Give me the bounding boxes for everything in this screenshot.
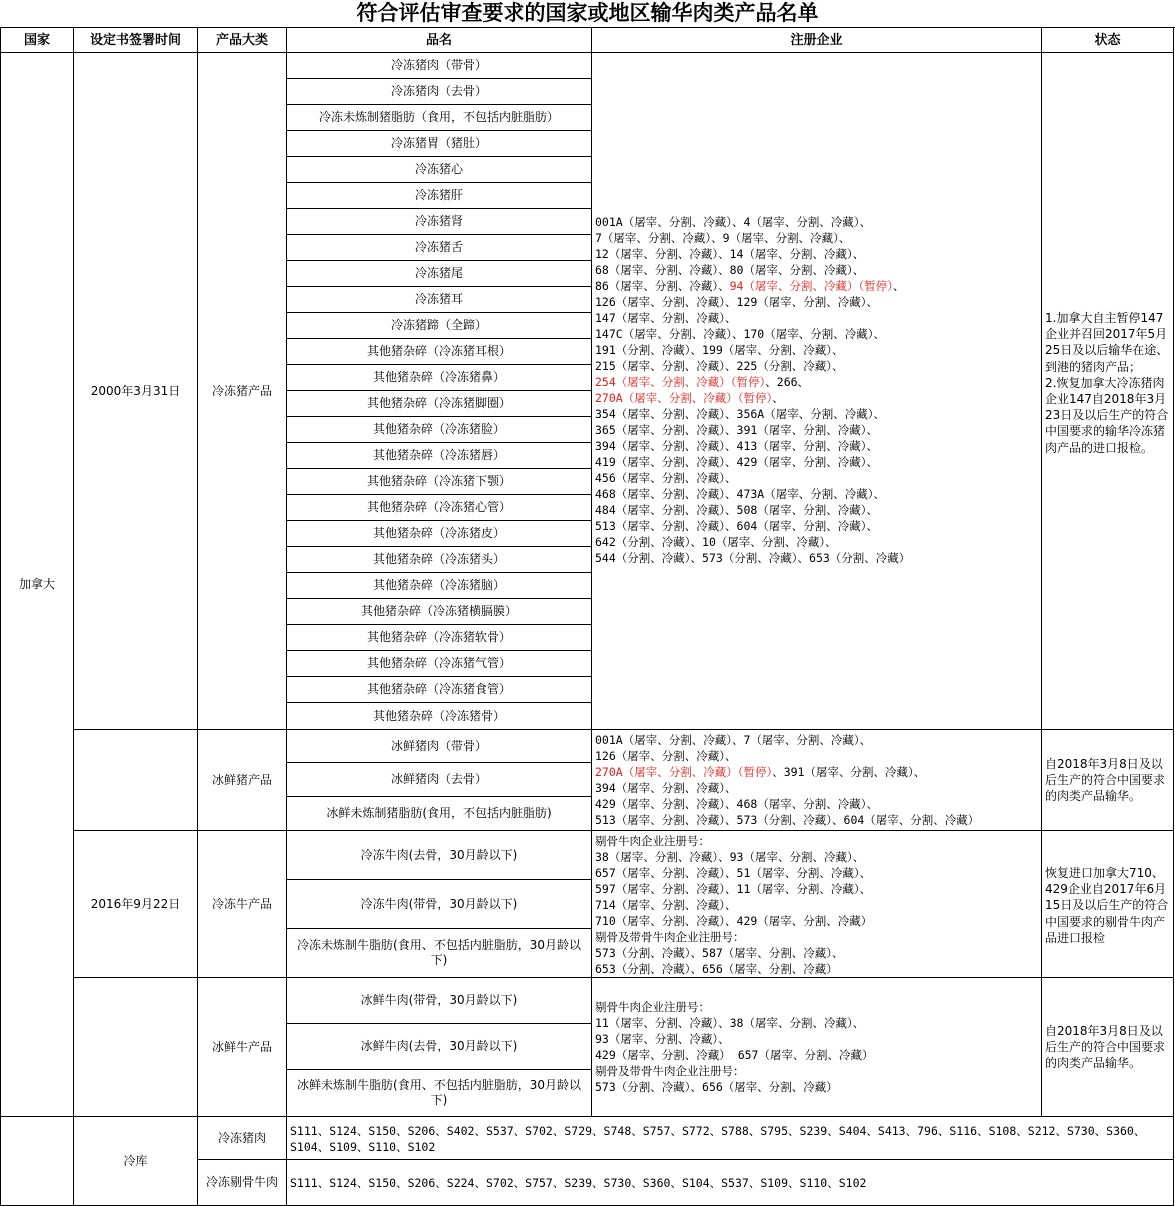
- enterprise-text: 657（屠宰、分割、冷藏）、51（屠宰、分割、冷藏）、: [595, 866, 872, 880]
- product-cell: 其他猪杂碎（冷冻猪横膈膜）: [287, 599, 592, 625]
- enterprise-text: 419（屠宰、分割、冷藏）、429（屠宰、分割、冷藏）、: [595, 455, 879, 469]
- product-cell: 冷冻未炼制牛脂肪(食用、不包括内脏脂肪，30月龄以下): [287, 929, 592, 978]
- enterprise-text: 513（屠宰、分割、冷藏）、573（分割、冷藏）、604（屠宰、分割、冷藏）: [595, 813, 980, 827]
- product-cell: 冷冻猪肝: [287, 183, 592, 209]
- enterprise-list-chilled-beef: [595, 999, 873, 1095]
- product-cell: 其他猪杂碎（冷冻猪骨）: [287, 703, 592, 730]
- product-cell: 冷冻猪心: [287, 157, 592, 183]
- enterprise-line: [595, 534, 910, 550]
- enterprise-line: [595, 294, 910, 310]
- product-cell: 冰鲜未炼制牛脂肪(食用、不包括内脏脂肪，30月龄以下): [287, 1070, 592, 1117]
- enterprise-text: 394（屠宰、分割、冷藏）、413（屠宰、分割、冷藏）、: [595, 439, 879, 453]
- enterprise-line: [595, 812, 979, 828]
- enterprise-text: 7（屠宰、分割、冷藏）、9（屠宰、分割、冷藏）、: [595, 231, 851, 245]
- enterprise-text: 710（屠宰、分割、冷藏）、429（屠宰、分割、冷藏）: [595, 914, 873, 928]
- status-chilled-pork: 自2018年3月8日及以后生产的符合中国要求的肉类产品输华。: [1045, 757, 1166, 804]
- product-cell: 冷冻牛肉(带骨，30月龄以下): [287, 880, 592, 929]
- enterprise-line: [595, 326, 910, 342]
- page-title: 符合评估审查要求的国家或地区输华肉类产品名单: [356, 1, 819, 25]
- product-cell: 冰鲜牛肉(去骨，30月龄以下): [287, 1024, 592, 1070]
- enterprise-list-frozen-beef: [595, 833, 872, 977]
- cold-storage-category: 冷冻猪肉: [198, 1117, 287, 1160]
- header-country: 国家: [1, 28, 74, 53]
- enterprise-line: [595, 550, 910, 566]
- enterprise-line: [595, 390, 910, 406]
- enterprise-line: [595, 897, 872, 913]
- product-cell: 其他猪杂碎（冷冻猪气管）: [287, 651, 592, 677]
- enterprise-text: 、266、: [765, 375, 810, 389]
- enterprise-line: [595, 796, 979, 812]
- product-cell: 其他猪杂碎（冷冻猪皮）: [287, 521, 592, 547]
- product-cell: 冷冻猪蹄（全蹄）: [287, 313, 592, 339]
- header-status: 状态: [1042, 28, 1174, 53]
- enterprise-text: 剔骨牛肉企业注册号：: [595, 1000, 710, 1014]
- enterprise-line: [595, 518, 910, 534]
- enterprise-text: 394（屠宰、分割、冷藏）、: [595, 781, 737, 795]
- cold-storage-list: S111、S124、S150、S206、S402、S537、S702、S729、S748、S757、S772、S788、S795、S239、S404、S413、796、S116、S108、S212、S730、S360、S104、S109、S110、S102: [290, 1124, 1146, 1154]
- product-cell: 其他猪杂碎（冷冻猪鼻）: [287, 365, 592, 391]
- enterprise-line: [595, 1063, 873, 1079]
- enterprise-text: 191（分割、冷藏）、199（屠宰、分割、冷藏）、: [595, 343, 844, 357]
- category-frozen-beef: 冷冻牛产品: [198, 831, 287, 978]
- enterprise-text: 68（屠宰、分割、冷藏）、80（屠宰、分割、冷藏）、: [595, 263, 865, 277]
- product-cell: 冷冻未炼制猪脂肪（食用，不包括内脏脂肪）: [287, 105, 592, 131]
- enterprise-line: [595, 438, 910, 454]
- enterprise-text: 126（屠宰、分割、冷藏）、: [595, 749, 737, 763]
- enterprise-text: 468（屠宰、分割、冷藏）、473A（屠宰、分割、冷藏）、: [595, 487, 885, 501]
- enterprise-line: [595, 1047, 873, 1063]
- enterprise-line: [595, 230, 910, 246]
- enterprise-text: 11（屠宰、分割、冷藏）、38（屠宰、分割、冷藏）、: [595, 1016, 865, 1030]
- header-date: 设定书签署时间: [74, 28, 198, 53]
- enterprise-text: 剔骨及带骨牛肉企业注册号：: [595, 1064, 745, 1078]
- enterprise-line: [595, 961, 872, 977]
- product-cell: 冰鲜猪肉（带骨）: [287, 730, 592, 763]
- category-chilled-pork: 冰鲜猪产品: [198, 730, 287, 831]
- header-enterprise: 注册企业: [592, 28, 1042, 53]
- enterprise-text: 、: [772, 391, 784, 405]
- enterprise-text: 、391（屠宰、分割、冷藏）、: [772, 765, 926, 779]
- enterprise-line: [595, 732, 979, 748]
- product-cell: 其他猪杂碎（冷冻猪食管）: [287, 677, 592, 703]
- enterprise-list-chilled-pork: [595, 732, 979, 828]
- enterprise-text: 、: [892, 279, 905, 293]
- enterprise-text: 365（屠宰、分割、冷藏）、391（屠宰、分割、冷藏）、: [595, 423, 879, 437]
- enterprise-line: [595, 422, 910, 438]
- enterprise-line: [595, 406, 910, 422]
- product-cell: 其他猪杂碎（冷冻猪耳根）: [287, 339, 592, 365]
- cold-storage-label: 冷库: [74, 1117, 198, 1206]
- status-chilled-beef: 自2018年3月8日及以后生产的符合中国要求的肉类产品输华。: [1045, 1024, 1166, 1071]
- enterprise-text: 642（分割、冷藏）、10（屠宰、分割、冷藏）、: [595, 535, 837, 549]
- enterprise-line: [595, 1079, 873, 1095]
- enterprise-text: 001A（屠宰、分割、冷藏）、7（屠宰、分割、冷藏）、: [595, 733, 872, 747]
- enterprise-text: 456（屠宰、分割、冷藏）、: [595, 471, 737, 485]
- enterprise-line: [595, 342, 910, 358]
- product-cell: 冷冻猪肉（带骨）: [287, 53, 592, 79]
- enterprise-line: [595, 849, 872, 865]
- product-cell: 其他猪杂碎（冷冻猪唇）: [287, 443, 592, 469]
- product-cell: 冰鲜未炼制猪脂肪(食用，不包括内脏脂肪): [287, 797, 592, 831]
- enterprise-line: [595, 502, 910, 518]
- enterprise-line: [595, 748, 979, 764]
- product-cell: 其他猪杂碎（冷冻猪脸）: [287, 417, 592, 443]
- enterprise-line: [595, 486, 910, 502]
- enterprise-line: [595, 374, 910, 390]
- enterprise-text: 429（屠宰、分割、冷藏） 657（屠宰、分割、冷藏）: [595, 1048, 874, 1062]
- product-cell: 其他猪杂碎（冷冻猪下颚）: [287, 469, 592, 495]
- enterprise-line: [595, 1015, 873, 1031]
- suspended-enterprise: 270A（屠宰、分割、冷藏）（暂停）: [595, 765, 773, 779]
- enterprise-line: [595, 833, 872, 849]
- enterprise-text: 147C（屠宰、分割、冷藏）、170（屠宰、分割、冷藏）、: [595, 327, 885, 341]
- enterprise-text: 653（分割、冷藏）、656（屠宰、分割、冷藏）: [595, 962, 838, 976]
- product-cell: 其他猪杂碎（冷冻猪脑）: [287, 573, 592, 599]
- enterprise-text: 215（屠宰、分割、冷藏）、225（分割、冷藏）、: [595, 359, 844, 373]
- enterprise-text: 126（屠宰、分割、冷藏）、129（屠宰、分割、冷藏）、: [595, 295, 879, 309]
- product-cell: 冷冻猪尾: [287, 261, 592, 287]
- enterprise-text: 剔骨牛肉企业注册号：: [595, 834, 710, 848]
- enterprise-line: [595, 780, 979, 796]
- cold-storage-list: S111、S124、S150、S206、S224、S702、S757、S239、S730、S360、S104、S537、S109、S110、S102: [290, 1176, 867, 1190]
- enterprise-text: 714（屠宰、分割、冷藏）、: [595, 898, 737, 912]
- product-cell: 冷冻猪肾: [287, 209, 592, 235]
- enterprise-line: [595, 246, 910, 262]
- enterprise-text: 147（屠宰、分割、冷藏）、: [595, 311, 737, 325]
- enterprise-text: 86（屠宰、分割、冷藏）、: [595, 279, 730, 293]
- enterprise-line: [595, 945, 872, 961]
- date-cell-2016-chilled: [74, 978, 198, 1117]
- country-cell: 加拿大: [1, 53, 74, 1117]
- enterprise-text: 573（分割、冷藏）、656（屠宰、分割、冷藏）: [595, 1080, 838, 1094]
- header-category: 产品大类: [198, 28, 287, 53]
- enterprise-line: [595, 881, 872, 897]
- date-cell-2000: 2000年3月31日: [74, 53, 198, 730]
- enterprise-line: [595, 358, 910, 374]
- enterprise-text: 429（屠宰、分割、冷藏）、468（屠宰、分割、冷藏）、: [595, 797, 879, 811]
- product-cell: 冷冻猪胃（猪肚）: [287, 131, 592, 157]
- enterprise-text: 93（屠宰、分割、冷藏）、: [595, 1032, 730, 1046]
- enterprise-line: [595, 929, 872, 945]
- product-cell: 其他猪杂碎（冷冻猪脚圈）: [287, 391, 592, 417]
- enterprise-text: 484（屠宰、分割、冷藏）、508（屠宰、分割、冷藏）、: [595, 503, 879, 517]
- product-cell: 冰鲜牛肉(带骨，30月龄以下): [287, 978, 592, 1024]
- category-chilled-beef: 冰鲜牛产品: [198, 978, 287, 1117]
- enterprise-text: 573（分割、冷藏）、587（屠宰、分割、冷藏）、: [595, 946, 844, 960]
- suspended-enterprise: 254（屠宰、分割、冷藏）（暂停）: [595, 375, 766, 389]
- category-frozen-pork: 冷冻猪产品: [198, 53, 287, 730]
- date-cell-2000-chilled: [74, 730, 198, 831]
- enterprise-line: [595, 470, 910, 486]
- enterprise-text: 513（屠宰、分割、冷藏）、604（屠宰、分割、冷藏）、: [595, 519, 879, 533]
- country-cell-cold-storage: [1, 1117, 74, 1206]
- enterprise-text: 剔骨及带骨牛肉企业注册号：: [595, 930, 745, 944]
- enterprise-line: [595, 913, 872, 929]
- cold-storage-category: 冷冻剔骨牛肉: [198, 1160, 287, 1206]
- date-cell-2016: 2016年9月22日: [74, 831, 198, 978]
- product-cell: 其他猪杂碎（冷冻猪软骨）: [287, 625, 592, 651]
- header-product: 品名: [287, 28, 592, 53]
- enterprise-line: [595, 865, 872, 881]
- enterprise-text: 12（屠宰、分割、冷藏）、14（屠宰、分割、冷藏）、: [595, 247, 865, 261]
- suspended-enterprise: 270A（屠宰、分割、冷藏）（暂停）: [595, 391, 773, 405]
- enterprise-text: 544（分割、冷藏）、573（分割、冷藏）、653（分割、冷藏）: [595, 551, 911, 565]
- status-frozen-pork: 1.加拿大自主暂停147企业并召回2017年5月25日及以后输华在途、到港的猪肉产品； 2.恢复加拿大冷冻猪肉企业147自2018年3月23日及以后生产的符合中国要求的输华冷冻猪肉产品的进口报检。: [1045, 311, 1169, 455]
- enterprise-text: 354（屠宰、分割、冷藏）、356A（屠宰、分割、冷藏）、: [595, 407, 885, 421]
- enterprise-text: 001A（屠宰、分割、冷藏）、4（屠宰、分割、冷藏）、: [595, 215, 872, 229]
- enterprise-text: 38（屠宰、分割、冷藏）、93（屠宰、分割、冷藏）、: [595, 850, 865, 864]
- product-cell: 冷冻猪耳: [287, 287, 592, 313]
- enterprise-list-frozen-pork: [595, 214, 910, 566]
- status-frozen-beef: 恢复进口加拿大710、429企业自2017年6月15日及以后生产的符合中国要求的剔骨牛肉产品进口报检: [1045, 866, 1169, 945]
- enterprise-text: 597（屠宰、分割、冷藏）、11（屠宰、分割、冷藏）、: [595, 882, 872, 896]
- enterprise-line: [595, 310, 910, 326]
- product-cell: 冷冻猪舌: [287, 235, 592, 261]
- enterprise-line: [595, 764, 979, 780]
- enterprise-line: [595, 262, 910, 278]
- enterprise-line: [595, 214, 910, 230]
- product-cell: 其他猪杂碎（冷冻猪头）: [287, 547, 592, 573]
- enterprise-line: [595, 999, 873, 1015]
- enterprise-line: [595, 1031, 873, 1047]
- enterprise-line: [595, 454, 910, 470]
- product-cell: 冷冻牛肉(去骨，30月龄以下): [287, 831, 592, 880]
- enterprise-line: [595, 278, 910, 294]
- suspended-enterprise: 94（屠宰、分割、冷藏）（暂停）: [729, 279, 893, 293]
- product-cell: 冰鲜猪肉（去骨）: [287, 763, 592, 797]
- product-cell: 其他猪杂碎（冷冻猪心管）: [287, 495, 592, 521]
- product-cell: 冷冻猪肉（去骨）: [287, 79, 592, 105]
